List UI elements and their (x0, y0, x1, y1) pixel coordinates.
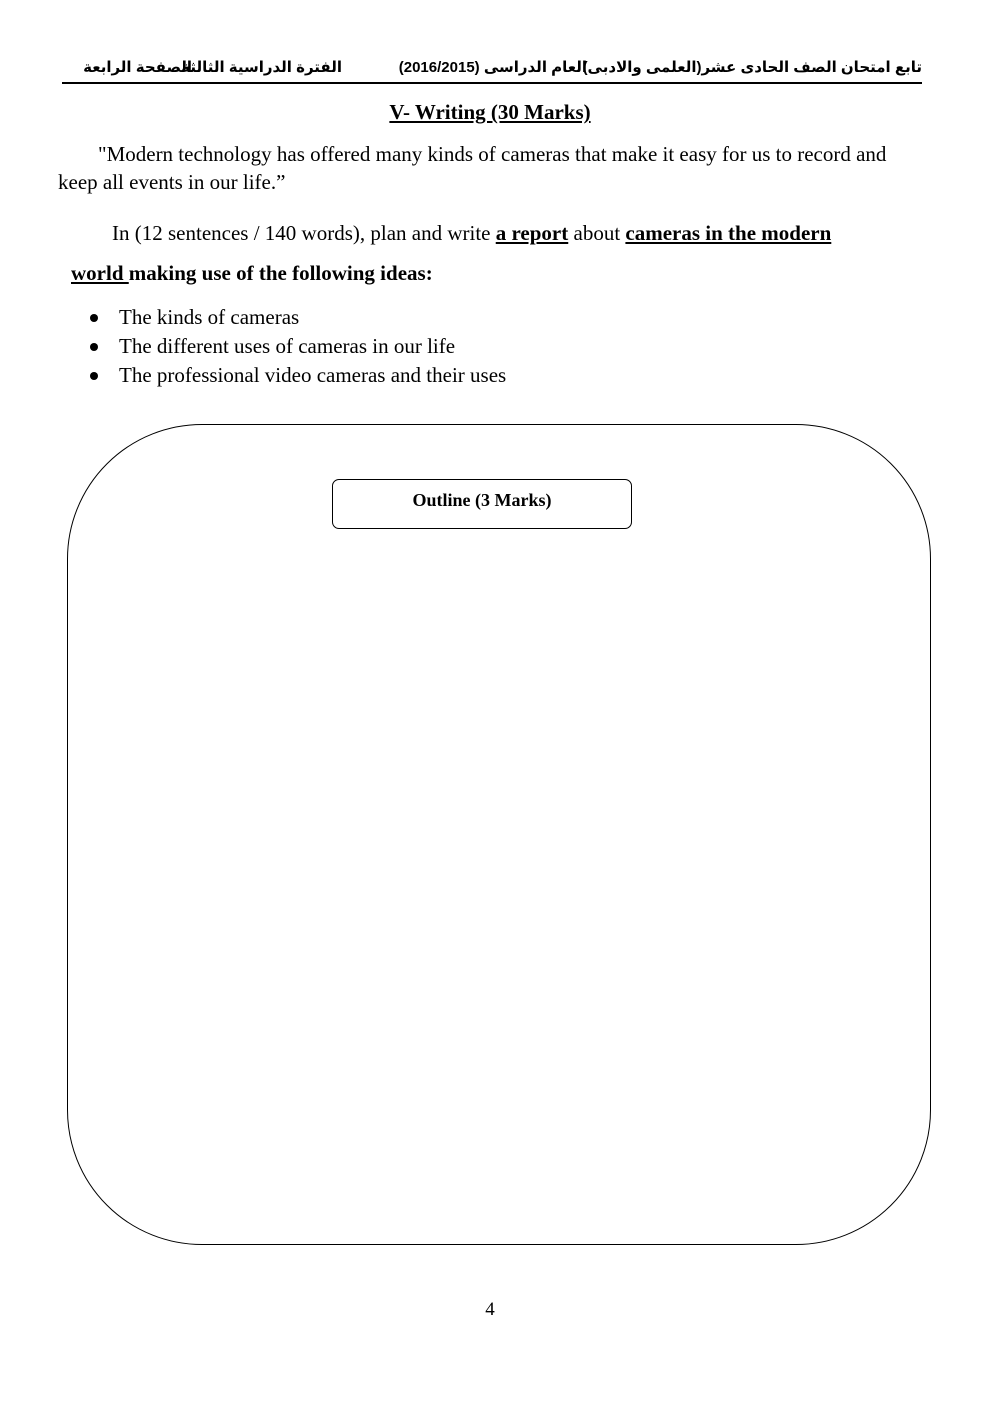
header-page-label: الصفحة الرابعة (83, 59, 192, 76)
instruction-topic-part-2: world (71, 261, 129, 285)
page-number: 4 (485, 1299, 495, 1320)
instruction-rest: making use of the following ideas: (128, 261, 433, 285)
instruction-topic-part-1: cameras in the modern (625, 221, 832, 245)
section-title: V- Writing (30 Marks) (389, 100, 591, 124)
idea-item: The different uses of cameras in our life (88, 332, 506, 361)
instruction-genre: a report (495, 221, 569, 245)
instruction-intro: In (12 sentences / 140 words), plan and write (112, 221, 496, 245)
page-header (62, 56, 922, 84)
instruction-line-2 (71, 261, 433, 286)
idea-item: The kinds of cameras (88, 303, 506, 332)
ideas-list (88, 303, 506, 390)
header-exam-title: تابع امتحان الصف الحادى عشر(العلمى والادبى) (582, 59, 922, 76)
header-academic-year: العام الدراسى (2016/2015) (398, 59, 587, 76)
idea-item: The professional video cameras and their uses (88, 361, 506, 390)
prompt-quote: "Modern technology has offered many kinds of cameras that make it easy for us to record and keep all events in our life.” (58, 142, 887, 194)
header-term: الفترة الدراسية الثالثة (181, 59, 342, 76)
outline-label: Outline (3 Marks) (332, 479, 632, 529)
outline-writing-area[interactable] (67, 424, 931, 1245)
instruction-about: about (568, 221, 626, 245)
instruction-line-1 (112, 221, 831, 246)
